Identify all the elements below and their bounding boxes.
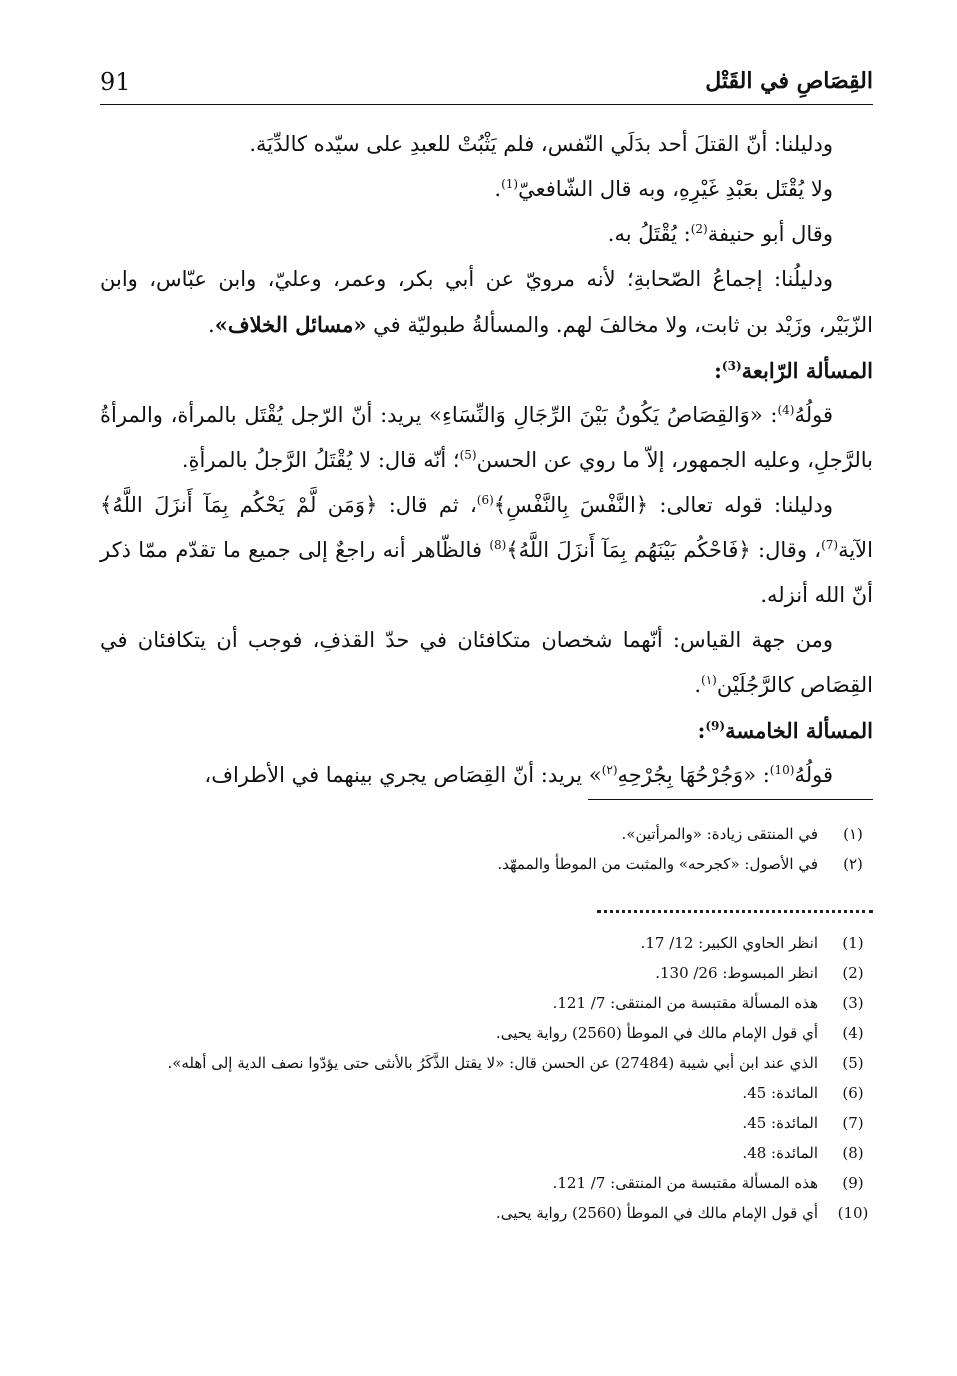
footnote-ref: (4) — [777, 403, 795, 417]
source-footnotes — [100, 928, 873, 1228]
paragraph: وقال أبو حنيفة$^{(2)}$: يُقْتَلُ به. — [607, 222, 833, 246]
paragraph: ودليلُنا: إجماعُ الصّحابةِ؛ لأنه مرويّ عن أبي بكر، وعمر، وعليّ، وابن عبّاس، وابن الزّبَيْر، وزَيْد بن ثابت، ولا مخالفَ لهم. والمسألةُ طبوليّة في «مسائل الخلاف». — [100, 267, 873, 337]
paragraph: ولا يُقْتَل بعَبْدِ غَيْرِهِ، وبه قال الشّافعيّ$^{(1)}$. — [494, 177, 833, 201]
book-title: «مسائل الخلاف» — [214, 312, 367, 337]
footnote-ref: (3) — [721, 359, 742, 373]
footnote: (10) أي قول الإمام مالك في الموطأ (2560) رواية يحيى. — [495, 1204, 869, 1222]
footnote-ref: (1) — [501, 177, 519, 191]
header-rule — [100, 104, 873, 105]
footnote: (١) في المنتقى زيادة: «والمرأتين». — [621, 825, 863, 843]
footnote: (6) المائدة: 45. — [742, 1084, 864, 1102]
footnote: (5) الذي عند ابن أبي شيبة (27484) عن الحسن قال: «لا يقتل الذَّكَرُ بالأنثى حتى يؤدّوا نصف الدية إلى أهله». — [167, 1054, 864, 1072]
footnote: (7) المائدة: 45. — [742, 1114, 864, 1132]
footnote: (9) هذه المسألة مقتبسة من المنتقى: 7/ 121. — [552, 1174, 864, 1192]
footnote: (3) هذه المسألة مقتبسة من المنتقى: 7/ 121. — [552, 994, 864, 1012]
paragraph: قولُهُ$^{(4)}$: «وَالقِصَاصُ يَكُونُ بَيْنَ الرِّجَالِ وَالنِّسَاءِ» يريد: أنّ الرّجل يُقْتَل بالمرأة، والمرأةُ بالرَّجلِ، وعليه الجمهور، إلاّ ما روي عن الحسن$^{(5)}$؛ أنّه قال: لا يُقْتَلُ الرَّجلُ بالمرأةِ. — [100, 403, 873, 472]
footnote-ref: (2) — [690, 222, 708, 236]
paragraph: ودليلنا: أنّ القتلَ أحد بدَلَي النّفس، فلم يَثْبُتْ للعبدِ على سيّده كالدِّيَة. — [249, 132, 833, 156]
footnote-ref: (9) — [705, 719, 726, 733]
page-header — [100, 62, 873, 110]
paragraph: ودليلنا: قوله تعالى: ﴿النَّفْسَ بِالنَّفْسِ﴾$^{(6)}$، ثم قال: ﴿وَمَن لَّمْ يَحْكُم بِمَآ أَنزَلَ اللَّهُ﴾ الآية$^{(7)}$، وقال: ﴿فَاحْكُم بَيْنَهُم بِمَآ أَنزَلَ اللَّهُ﴾$^{(8)}$ فالظّاهر أنه راجعٌ إلى جميع ما تقدّم ممّا ذكر أنّ الله أنزله. — [100, 493, 873, 607]
footnote-ref: (١) — [701, 673, 717, 687]
footnote: (8) المائدة: 48. — [742, 1144, 864, 1162]
footnote: (4) أي قول الإمام مالك في الموطأ (2560) رواية يحيى. — [495, 1024, 864, 1042]
dotted-separator — [597, 910, 873, 913]
footnote-ref: (8) — [489, 538, 507, 552]
paragraph: ومن جهة القياس: أنّهما شخصان متكافئان في حدّ القذفِ، فوجب أن يتكافئان في القِصَاص كالرَّجُلَيْن$^{(١)}$. — [100, 628, 873, 697]
footnote-separator — [588, 799, 873, 800]
footnote-ref: (5) — [459, 448, 477, 462]
running-title: القِصَاصِ في القَتْل — [705, 68, 873, 94]
section-heading: المسألة الخامسة$^{(9)}$: — [697, 718, 873, 743]
page-number: 91 — [100, 68, 131, 96]
footnote: (٢) في الأصول: «كجرحه» والمثبت من الموطأ والممهّد. — [497, 855, 863, 873]
editor-footnotes — [100, 819, 873, 879]
footnote: (2) انظر المبسوط: 26/ 130. — [655, 964, 864, 982]
footnote-ref: (٢) — [601, 763, 618, 777]
section-heading: المسألة الرّابعة$^{(3)}$: — [714, 358, 873, 383]
footnote-ref: (7) — [821, 538, 839, 552]
paragraph: قولُهُ$^{(10)}$: «وَجُرْحُهَا بِجُرْحِهِ$^{(٢)}$» يريد: أنّ القِصَاص يجري بينهما في الأطراف، — [204, 763, 833, 787]
footnote: (1) انظر الحاوي الكبير: 12/ 17. — [640, 934, 864, 952]
main-text — [100, 122, 873, 798]
footnote-ref: (10) — [769, 763, 795, 777]
footnote-ref: (6) — [476, 493, 494, 507]
